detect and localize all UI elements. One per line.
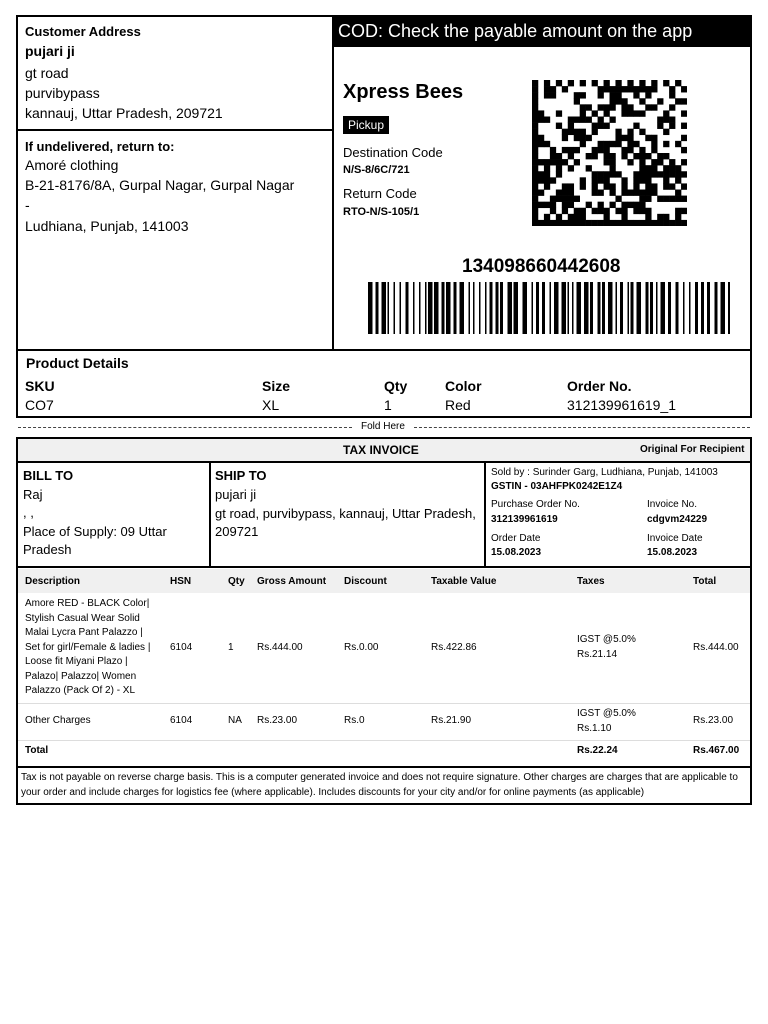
return-line3: Ludhiana, Punjab, 141003 (25, 218, 189, 234)
row1-gross: Rs.444.00 (257, 642, 303, 653)
row2-tax-rate: IGST @5.0% (577, 708, 636, 719)
invoice-no-label: Invoice No. (647, 499, 698, 510)
invoice-title: TAX INVOICE (343, 443, 419, 457)
total-taxes: Rs.22.24 (577, 745, 618, 756)
total-rule (16, 766, 752, 768)
product-header-sku: SKU (25, 378, 55, 394)
return-name: Amoré clothing (25, 157, 119, 173)
ship-to-name: pujari ji (215, 487, 257, 502)
bill-ship-divider (209, 462, 211, 567)
product-color: Red (445, 397, 471, 413)
col-description: Description (25, 576, 81, 587)
gstin: GSTIN - 03AHFPK0242E1Z4 (491, 481, 623, 492)
invoice-date-label: Invoice Date (647, 533, 703, 544)
order-date-value: 15.08.2023 (491, 547, 542, 558)
total-amount: Rs.467.00 (693, 745, 740, 756)
row2-taxable: Rs.21.90 (431, 715, 472, 726)
destination-label: Destination Code (343, 145, 443, 160)
row2-description: Other Charges (25, 715, 91, 726)
return-code-label: Return Code (343, 186, 417, 201)
datamatrix-code (532, 80, 687, 226)
invoice-no-value: cdgvm24229 (647, 514, 708, 525)
col-qty: Qty (228, 576, 245, 587)
row1-description: Amore RED - BLACK Color| Stylish Casual Wear Solid Malai Lycra Pant Palazzo | Set for girl/Female & ladies | Loose fit Miyani Plazo | Palazo| Palazzo| Women Palazzo (Pack Of 2) - XL (25, 598, 151, 696)
fold-line-left (18, 427, 352, 428)
sold-by: Sold by : Surinder Garg, Ludhiana, Punjab, 141003 (491, 467, 718, 478)
row1-qty: 1 (228, 642, 234, 653)
fold-line-right (414, 427, 750, 428)
invoice-title-rule (16, 461, 752, 463)
row2-discount: Rs.0 (344, 715, 365, 726)
return-line1: B-21-8176/8A, Gurpal Nagar, Gurpal Nagar (25, 177, 295, 193)
row2-hsn: 6104 (170, 715, 193, 726)
destination-code: N/S-8/6C/721 (343, 164, 410, 176)
product-details-heading: Product Details (26, 355, 129, 371)
courier-name: Xpress Bees (343, 81, 464, 103)
address-rule (16, 566, 752, 568)
row2-tax-amount: Rs.1.10 (577, 723, 612, 734)
customer-line3: kannauj, Uttar Pradesh, 209721 (25, 105, 223, 121)
product-sku: CO7 (25, 397, 54, 413)
cod-banner: COD: Check the payable amount on the app (334, 15, 752, 47)
customer-line2: purvibypass (25, 85, 100, 101)
bill-to-name: Raj (23, 487, 43, 502)
col-gross: Gross Amount (257, 576, 327, 587)
customer-name: pujari ji (25, 43, 75, 59)
row2-gross: Rs.23.00 (257, 715, 298, 726)
label-divider-vertical (332, 15, 334, 351)
bill-to-line: , , (23, 505, 34, 520)
pickup-badge: Pickup (343, 116, 389, 134)
awb-number: 134098660442608 (462, 256, 621, 277)
order-date-label: Order Date (491, 533, 541, 544)
col-hsn: HSN (170, 576, 192, 587)
invoice-footnote: Tax is not payable on reverse charge basis. This is a computer generated invoice and does not require signature. Other charges are charges that are applicable to your order and include charges for logistics fee (where applicable). Includes discounts for your city and/or for online payments (as applicable) (21, 772, 738, 798)
original-recipient: Original For Recipient (640, 444, 745, 455)
product-header-order: Order No. (567, 378, 632, 394)
row-rule-1 (18, 703, 750, 704)
product-header-size: Size (262, 378, 291, 394)
row1-tax-rate: IGST @5.0% (577, 634, 636, 645)
row2-total: Rs.23.00 (693, 715, 734, 726)
ship-seller-divider (484, 462, 486, 567)
barcode (368, 282, 730, 334)
product-size: XL (262, 397, 280, 413)
product-header-qty: Qty (384, 378, 408, 394)
row1-total: Rs.444.00 (693, 642, 739, 653)
fold-label: Fold Here (361, 421, 405, 432)
col-discount: Discount (344, 576, 387, 587)
col-taxable: Taxable Value (431, 576, 497, 587)
invoice-date-value: 15.08.2023 (647, 547, 698, 558)
row1-tax-amount: Rs.21.14 (577, 649, 618, 660)
col-total: Total (693, 576, 717, 587)
address-divider (16, 129, 334, 131)
customer-address-heading: Customer Address (25, 24, 141, 39)
product-qty: 1 (384, 397, 392, 413)
row2-qty: NA (228, 715, 242, 726)
ship-to-address: gt road, purvibypass, kannauj, Uttar Pradesh, 209721 (215, 506, 476, 539)
return-line2: - (25, 197, 30, 213)
po-label: Purchase Order No. (491, 499, 580, 510)
col-taxes: Taxes (577, 576, 605, 587)
po-value: 312139961619 (491, 514, 558, 525)
bill-to-heading: BILL TO (23, 468, 74, 483)
customer-line1: gt road (25, 65, 69, 81)
return-heading: If undelivered, return to: (25, 139, 175, 154)
return-code: RTO-N/S-105/1 (343, 206, 420, 218)
row1-discount: Rs.0.00 (344, 642, 379, 653)
place-of-supply: Place of Supply: 09 Uttar Pradesh (23, 524, 167, 557)
row1-hsn: 6104 (170, 642, 193, 653)
ship-to-heading: SHIP TO (215, 468, 267, 483)
product-order-no: 312139961619_1 (567, 397, 677, 413)
row-rule-2 (18, 740, 750, 741)
product-header-color: Color (445, 378, 482, 394)
total-label: Total (25, 745, 49, 756)
row1-taxable: Rs.422.86 (431, 642, 477, 653)
